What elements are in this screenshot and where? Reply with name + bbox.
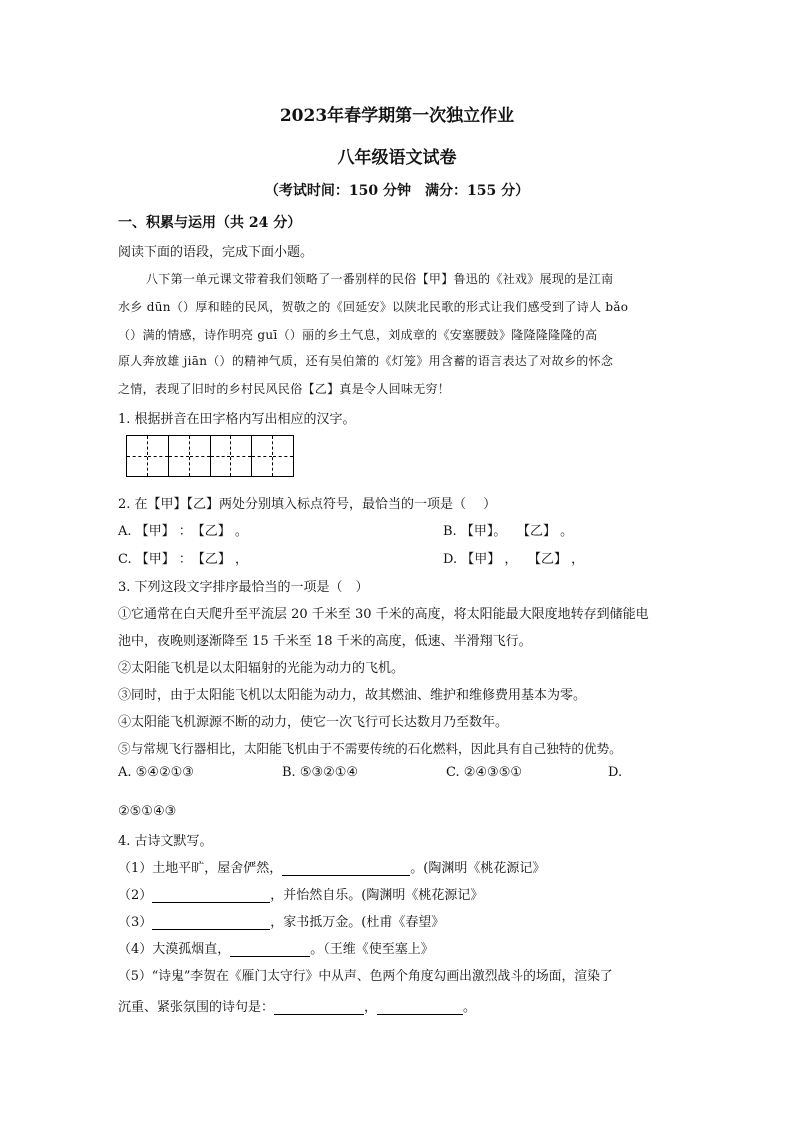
sentence-3: ③同时，由于太阳能飞机以太阳能为动力，故其燃油、维护和维修费用基本为零。 xyxy=(118,688,587,703)
sentence-4: ④太阳能飞机源源不断的动力，使它一次飞行可长达数月乃至数年。 xyxy=(118,715,509,730)
passage-line: 八下第一单元课文带着我们领略了一番别样的民俗【甲】鲁迅的《社戏》展现的是江南 xyxy=(146,272,614,286)
answer-blank[interactable] xyxy=(274,1000,364,1015)
poem-source: 。（王维《使至塞上》 xyxy=(310,942,434,957)
answer-blank[interactable] xyxy=(152,915,270,930)
question-3: 3. 下列这段文字排序最恰当的一项是（ ） xyxy=(118,580,369,595)
poem-line-text: （2） xyxy=(118,888,153,903)
passage-line: 原人奔放雄 jiān（）的精神气质，还有吴伯箫的《灯笼》用含蓄的语言表达了对故乡的怀念 xyxy=(118,354,614,368)
option-c[interactable]: C. 【甲】 ： 【乙】 ， xyxy=(118,552,249,567)
poem-source: ，家书抵万金。(杜甫《春望》 xyxy=(270,915,445,930)
page-subtitle: 八年级语文试卷 xyxy=(337,148,457,168)
poem-line-text: （1）土地平旷，屋舍俨然， xyxy=(118,861,283,876)
poem-line-text: 沉重、紧张氛围的诗句是： xyxy=(118,1000,275,1015)
exam-info: （考试时间：150 分钟 满分：155 分） xyxy=(264,183,530,199)
sentence-1-cont: 池中，夜晚则逐渐降至 15 千米至 18 千米的高度，低速、半滑翔飞行。 xyxy=(118,634,532,649)
sentence-1: ①它通常在白天爬升至平流层 20 千米至 30 千米的高度，将太阳能最大限度地转存到储能电 xyxy=(118,607,649,622)
poem-line-text: （3） xyxy=(118,915,153,930)
sentence-2: ②太阳能飞机是以太阳辐射的光能为动力的飞机。 xyxy=(118,661,405,676)
section-heading: 一、积累与运用（共 24 分） xyxy=(118,215,302,231)
poem-item-3 xyxy=(118,911,444,930)
poem-item-2 xyxy=(118,884,483,903)
answer-blank[interactable] xyxy=(377,1000,463,1015)
question-2: 2. 在【甲】【乙】两处分别填入标点符号，最恰当的一项是（ ） xyxy=(118,497,497,512)
option-a[interactable]: A. ⑤④②①③ xyxy=(118,765,194,780)
passage-line: 水乡 dūn（）厚和睦的民风，贺敬之的《回延安》以陕北民歌的形式让我们感受到了诗人 bǎo xyxy=(118,300,629,314)
passage-line: 之情，表现了旧时的乡村民风民俗【乙】真是令人回味无穷！ xyxy=(118,382,451,396)
answer-blank[interactable] xyxy=(152,888,270,903)
period: 。 xyxy=(463,1000,477,1015)
answer-blank[interactable] xyxy=(282,861,410,876)
poem-item-5-line2 xyxy=(118,996,476,1015)
poem-source: ，并怡然自乐。(陶渊明《桃花源记》 xyxy=(270,888,484,903)
option-d-cont: ②⑤①④③ xyxy=(118,804,177,819)
option-b[interactable]: B. ⑤③②①④ xyxy=(282,765,359,780)
option-a[interactable]: A. 【甲】 ： 【乙】 。 xyxy=(118,524,248,539)
option-d[interactable]: D. 【甲】 ， 【乙】 ， xyxy=(443,552,585,567)
answer-blank[interactable] xyxy=(230,942,310,957)
option-b[interactable]: B. 【甲】。 【乙】 。 xyxy=(443,524,574,539)
sentence-5: ⑤与常规飞行器相比，太阳能飞机由于不需要传统的石化燃料，因此具有自己独特的优势。 xyxy=(118,741,622,756)
poem-source: 。(陶渊明《桃花源记》 xyxy=(410,861,546,876)
option-d[interactable]: D. xyxy=(608,765,623,780)
poem-item-4 xyxy=(118,938,434,957)
reading-instruction: 阅读下面的语段，完成下面小题。 xyxy=(118,245,314,260)
poem-item-5-line1: （5）“诗鬼”李贺在《雁门太守行》中从声、色两个角度勾画出激烈战斗的场面，渲染了 xyxy=(118,969,613,984)
poem-line-text: （4）大漠孤烟直， xyxy=(118,942,231,957)
question-1: 1. 根据拼音在田字格内写出相应的汉字。 xyxy=(118,412,356,427)
page-title: 2023年春学期第一次独立作业 xyxy=(279,106,515,126)
option-c[interactable]: C. ②④③⑤① xyxy=(446,765,523,780)
poem-item-1 xyxy=(118,857,545,876)
question-4: 4. 古诗文默写。 xyxy=(118,834,213,849)
comma: ， xyxy=(364,1000,378,1015)
tianzige-grid[interactable] xyxy=(126,435,294,477)
passage-line: （）满的情感，诗作明亮 guī（）丽的乡土气息，刘成章的《安塞腰鼓》隆隆隆隆隆的高 xyxy=(118,328,598,342)
